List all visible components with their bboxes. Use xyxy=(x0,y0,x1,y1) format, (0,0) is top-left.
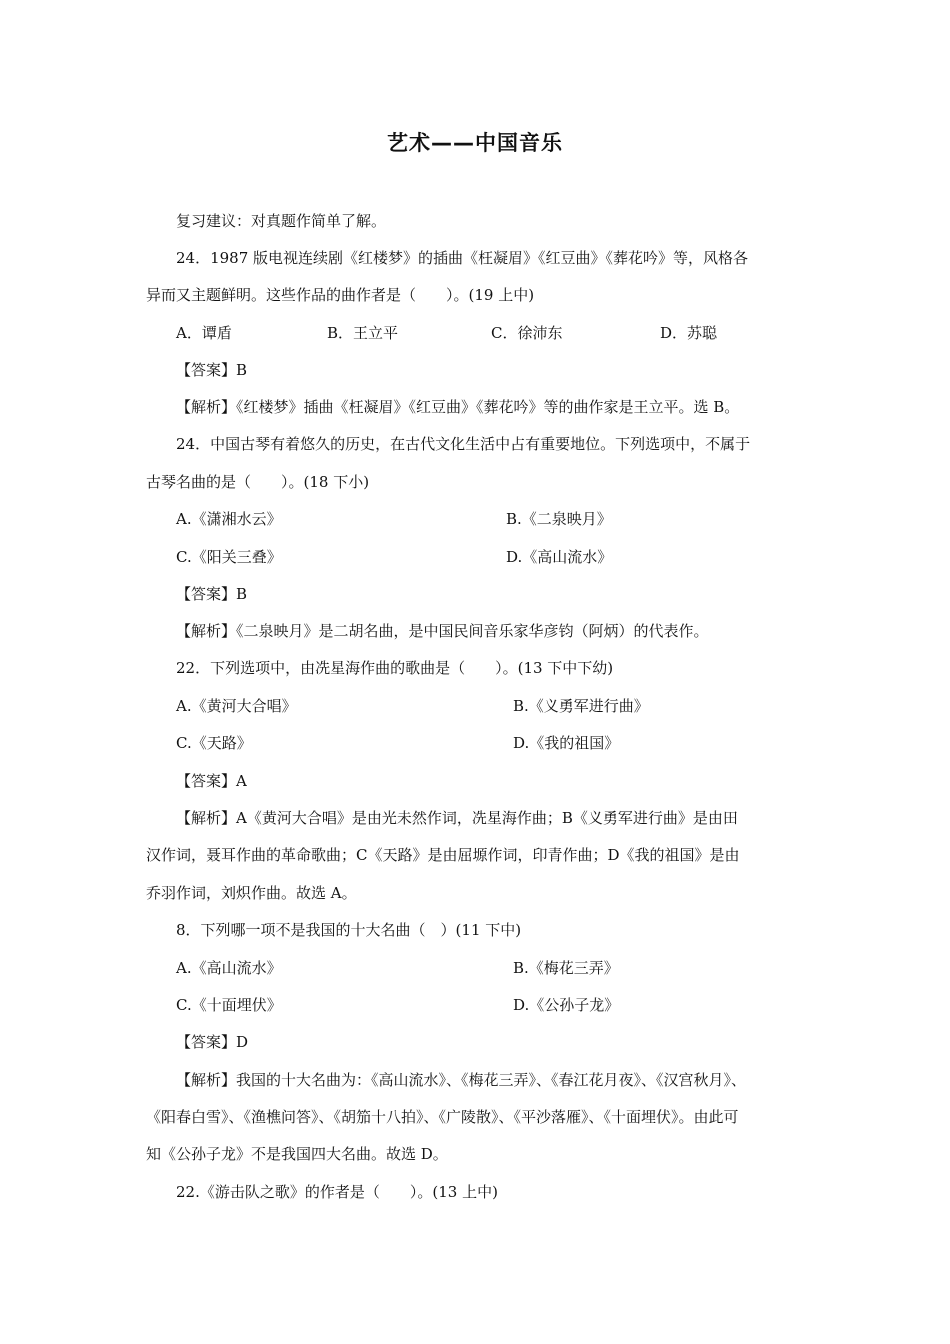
question-3-analysis-line1: 【解析】A《黄河大合唱》是由光未然作词，冼星海作曲；B《义勇军进行曲》是由田 xyxy=(176,809,738,827)
question-2-stem-line2: 古琴名曲的是（ ）。(18 下小) xyxy=(146,473,370,491)
question-1-stem-line2: 异而又主题鲜明。这些作品的曲作者是（ ）。(19 上中) xyxy=(146,286,535,304)
question-2-analysis: 【解析】《二泉映月》是二胡名曲，是中国民间音乐家华彦钧（阿炳）的代表作。 xyxy=(176,622,709,640)
question-4-stem: 8．下列哪一项不是我国的十大名曲（ ）(11 下中) xyxy=(176,921,522,939)
question-2-answer: 【答案】B xyxy=(176,585,248,603)
question-4-analysis-line1: 【解析】我国的十大名曲为：《高山流水》、《梅花三弄》、《春江花月夜》、《汉宫秋月》、 xyxy=(176,1071,747,1089)
question-3-answer: 【答案】A xyxy=(176,772,247,790)
question-5-stem: 22.《游击队之歌》的作者是（ ）。(13 上中) xyxy=(176,1183,498,1201)
question-3-stem: 22．下列选项中，由冼星海作曲的歌曲是（ ）。(13 下中下幼) xyxy=(176,659,614,677)
question-2-option-a: A.《潇湘水云》 xyxy=(176,510,282,528)
page-title: 艺术——中国音乐 xyxy=(387,131,563,155)
question-1-option-b: B．王立平 xyxy=(327,324,399,342)
question-4-answer: 【答案】D xyxy=(176,1033,249,1051)
question-4-option-d: D.《公孙子龙》 xyxy=(513,996,620,1014)
question-4-option-b: B.《梅花三弄》 xyxy=(513,959,619,977)
question-4-analysis-line2: 《阳春白雪》、《渔樵问答》、《胡笳十八拍》、《广陵散》、《平沙落雁》、《十面埋伏》。由此可 xyxy=(146,1108,739,1126)
question-3-analysis-line3: 乔羽作词，刘炽作曲。故选 A。 xyxy=(146,884,357,902)
question-1-option-a: A．谭盾 xyxy=(176,324,232,342)
question-3-option-d: D.《我的祖国》 xyxy=(513,734,620,752)
question-3-option-b: B.《义勇军进行曲》 xyxy=(513,697,649,715)
question-1-option-d: D．苏聪 xyxy=(660,324,718,342)
question-3-option-a: A.《黄河大合唱》 xyxy=(176,697,297,715)
question-4-option-c: C.《十面埋伏》 xyxy=(176,996,282,1014)
question-3-analysis-line2: 汉作词，聂耳作曲的革命歌曲；C《天路》是由屈塬作词，印青作曲；D《我的祖国》是由 xyxy=(146,846,740,864)
review-note: 复习建议：对真题作简单了解。 xyxy=(176,212,387,230)
question-2-option-b: B.《二泉映月》 xyxy=(506,510,612,528)
question-1-option-c: C．徐沛东 xyxy=(491,324,563,342)
question-1-analysis: 【解析】《红楼梦》插曲《枉凝眉》《红豆曲》《葬花吟》等的曲作家是王立平。选 B。 xyxy=(176,398,740,416)
question-4-analysis-line3: 知《公孙子龙》不是我国四大名曲。故选 D。 xyxy=(146,1145,448,1163)
question-4-option-a: A.《高山流水》 xyxy=(176,959,282,977)
question-2-stem-line1: 24．中国古琴有着悠久的历史，在古代文化生活中占有重要地位。下列选项中，不属于 xyxy=(176,435,751,453)
question-1-answer: 【答案】B xyxy=(176,361,248,379)
question-2-option-d: D.《高山流水》 xyxy=(506,548,613,566)
question-1-stem-line1: 24．1987 版电视连续剧《红楼梦》的插曲《枉凝眉》《红豆曲》《葬花吟》等，风格各 xyxy=(176,249,749,267)
question-3-option-c: C.《天路》 xyxy=(176,734,252,752)
question-2-option-c: C.《阳关三叠》 xyxy=(176,548,282,566)
